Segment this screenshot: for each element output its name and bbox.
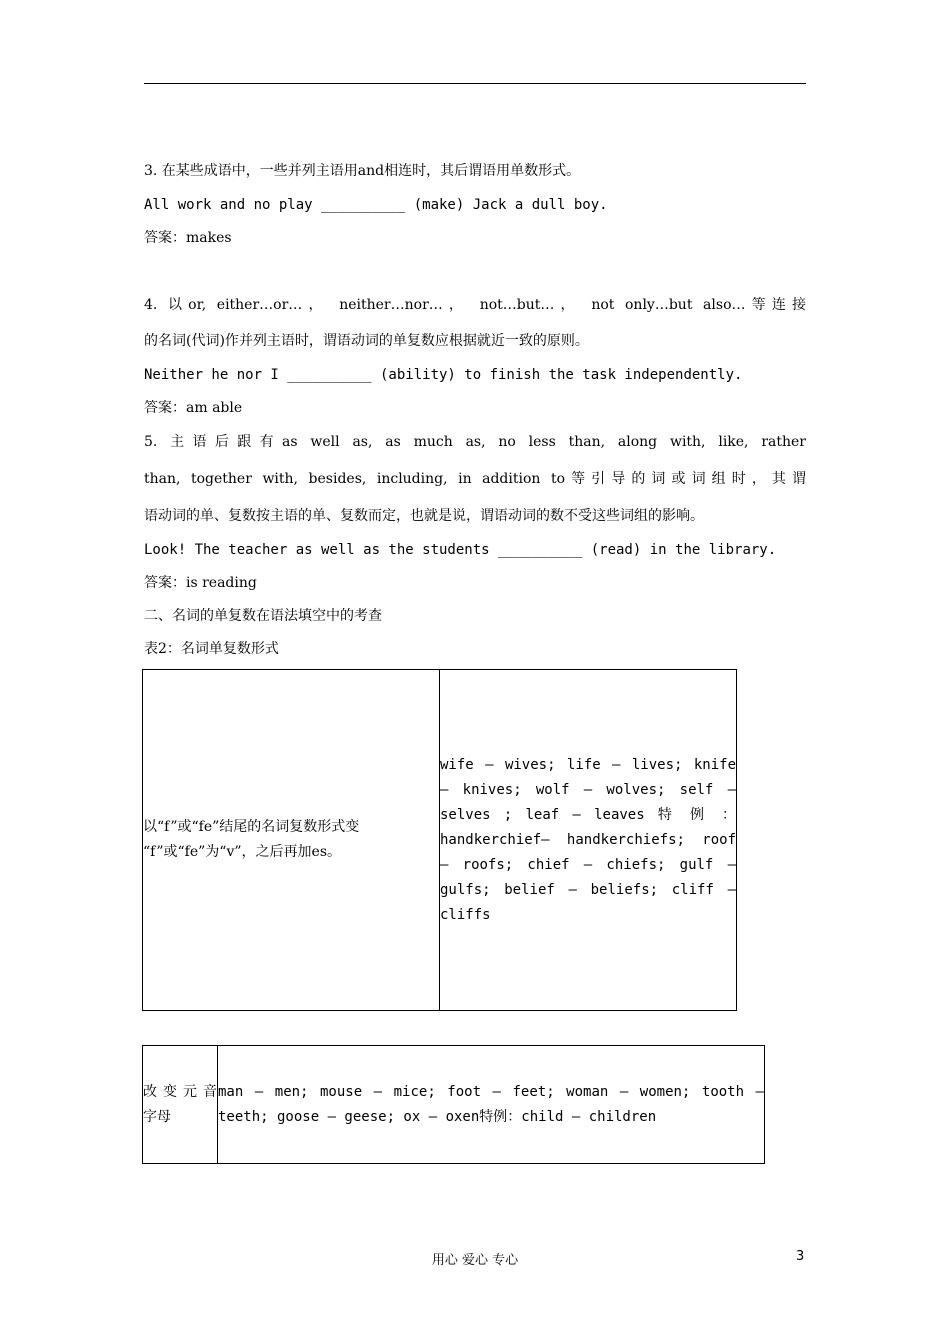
rule-line: 字母 xyxy=(143,1108,171,1125)
item4-example: Neither he nor I __________ (ability) to finish the task independently. xyxy=(144,367,743,383)
header-rule xyxy=(144,83,806,84)
table-vowel-change-plurals xyxy=(142,1045,765,1164)
table-f-fe-plurals xyxy=(142,669,737,1011)
rule-line: 以“f”或“fe”结尾的名词复数形式变 xyxy=(143,819,360,835)
page-number: 3 xyxy=(796,1249,805,1264)
item4-line2: 的名词(代词)作并列主语时，谓语动词的单复数应根据就近一致的原则。 xyxy=(144,333,589,349)
example-line: wife — wives; life — lives; knife xyxy=(440,756,736,773)
table-caption: 表2：名词单复数形式 xyxy=(144,641,279,657)
rule-line: “f”或“fe”为“v”，之后再加es。 xyxy=(143,844,342,860)
item5-line1: 5. 主语后跟有as well as, as much as, no less than, along with, like, rather xyxy=(144,434,806,450)
example-line: teeth; goose — geese; ox — oxen特例：child — children xyxy=(218,1108,657,1125)
item5-answer: 答案：is reading xyxy=(144,575,257,591)
table-cell-examples xyxy=(218,1046,765,1164)
example-line: handkerchief— handkerchiefs; roof xyxy=(440,831,736,848)
item4-answer: 答案：am able xyxy=(144,400,243,416)
table-cell-examples xyxy=(440,670,737,1011)
table-cell-rule xyxy=(143,670,440,1011)
item4-line1: 4. 以or, either…or…， neither…nor…， not…but…， not only…but also…等连接 xyxy=(144,297,806,313)
item3-example: All work and no play __________ (make) Jack a dull boy. xyxy=(144,197,608,213)
example-line: selves ; leaf — leaves 特 例 ： xyxy=(440,806,736,823)
example-line: — knives; wolf — wolves; self — xyxy=(440,781,736,798)
example-line: gulfs; belief — beliefs; cliff — xyxy=(440,881,736,898)
example-line: cliffs xyxy=(440,906,491,923)
rule-line: 改变元音 xyxy=(143,1083,217,1100)
item3-heading: 3. 在某些成语中，一些并列主语用and相连时，其后谓语用单数形式。 xyxy=(144,163,581,179)
example-line: — roofs; chief — chiefs; gulf — xyxy=(440,856,736,873)
table-cell-rule xyxy=(143,1046,218,1164)
footer-slogan: 用心 爱心 专心 xyxy=(431,1253,519,1268)
item5-example: Look! The teacher as well as the students __________ (read) in the library. xyxy=(144,542,777,558)
table-row xyxy=(143,1046,765,1164)
section2-title: 二、名词的单复数在语法填空中的考查 xyxy=(144,608,382,624)
item3-answer: 答案：makes xyxy=(144,230,232,246)
item5-line3: 语动词的单、复数按主语的单、复数而定，也就是说，谓语动词的数不受这些词组的影响。 xyxy=(144,508,704,524)
table-row xyxy=(143,670,737,1011)
item5-line2: than, together with, besides, including, in addition to等引导的词或词组时，其谓 xyxy=(144,471,806,487)
example-line: man — men; mouse — mice; foot — feet; woman — women; tooth — xyxy=(218,1083,764,1100)
